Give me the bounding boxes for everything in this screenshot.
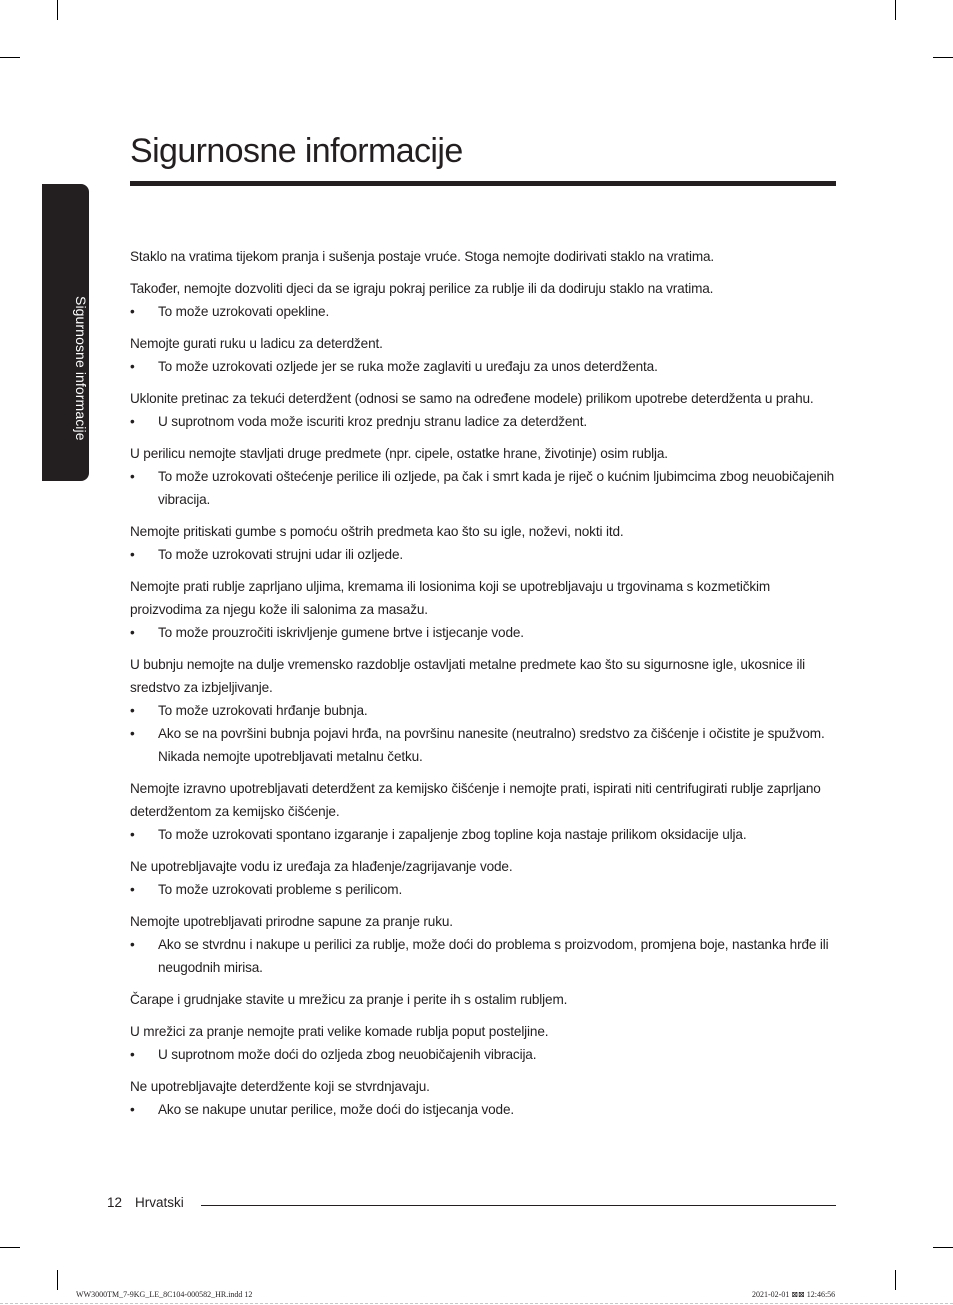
- page-title: Sigurnosne informacije: [130, 132, 463, 170]
- consequence-list: [130, 300, 836, 323]
- consequence-list: [130, 878, 836, 901]
- consequence-text: U suprotnom voda može iscuriti kroz prednju stranu ladice za deterdžent.: [158, 414, 587, 429]
- consequence-item: [130, 621, 836, 644]
- bullet-icon: •: [130, 1047, 135, 1062]
- safety-block: [130, 442, 836, 511]
- consequence-list: [130, 355, 836, 378]
- page-number: 12: [107, 1195, 123, 1210]
- safety-instruction: Staklo na vratima tijekom pranja i sušenja postaje vruće. Stoga nemojte dodirivati staklo na vratima.: [130, 249, 715, 264]
- consequence-text: To može uzrokovati hrđanje bubnja.: [158, 703, 368, 718]
- safety-instruction: Također, nemojte dozvoliti djeci da se igraju pokraj perilice za rublje ili da dodiruju staklo na vratima.: [130, 281, 714, 296]
- consequence-list: [130, 1098, 836, 1121]
- consequence-text: Ako se na površini bubnja pojavi hrđa, na površinu nanesite (neutralno) sredstvo za čišćenje i očistite je spužvom. Nikada nemojte upotrebljavati metalnu četku.: [158, 726, 825, 764]
- safety-block: [130, 277, 836, 323]
- safety-block: [130, 653, 836, 768]
- crop-mark: [0, 57, 20, 58]
- bullet-icon: •: [130, 625, 135, 640]
- safety-instruction: Čarape i grudnjake stavite u mrežicu za pranje i perite ih s ostalim rubljem.: [130, 992, 568, 1007]
- side-chapter-tab: [42, 184, 89, 481]
- safety-instruction: Nemojte gurati ruku u ladicu za deterdžent.: [130, 336, 383, 351]
- crop-mark: [0, 1247, 20, 1248]
- consequence-text: To može uzrokovati spontano izgaranje i zapaljenje zbog topline koja nastaje prilikom oksidacije ulja.: [158, 827, 747, 842]
- consequence-item: [130, 543, 836, 566]
- consequence-text: Ako se nakupe unutar perilice, može doći do istjecanja vode.: [158, 1102, 514, 1117]
- crop-mark: [57, 1270, 58, 1290]
- safety-block: [130, 988, 836, 1011]
- consequence-item: [130, 1043, 836, 1066]
- consequence-text: To može prouzročiti iskrivljenje gumene brtve i istjecanje vode.: [158, 625, 524, 640]
- crop-mark: [933, 57, 953, 58]
- bullet-icon: •: [130, 726, 135, 741]
- consequence-list: [130, 410, 836, 433]
- bullet-icon: •: [130, 359, 135, 374]
- consequence-list: [130, 543, 836, 566]
- safety-instruction: Uklonite pretinac za tekući deterdžent (odnosi se samo na određene modele) prilikom upotrebe deterdženta u prahu.: [130, 391, 814, 406]
- bullet-icon: •: [130, 1102, 135, 1117]
- consequence-item: [130, 355, 836, 378]
- safety-instruction: Nemojte upotrebljavati prirodne sapune za pranje ruku.: [130, 914, 453, 929]
- consequence-list: [130, 465, 836, 511]
- consequence-item: [130, 1098, 836, 1121]
- bullet-icon: •: [130, 937, 135, 952]
- safety-content: [130, 245, 836, 1130]
- safety-instruction: Nemojte izravno upotrebljavati deterdžent za kemijsko čišćenje i nemojte prati, ispirati niti centrifugirati rublje zaprljano deterdžentom za kemijsko čišćenje.: [130, 781, 821, 819]
- footer-language: Hrvatski: [135, 1195, 184, 1210]
- consequence-item: [130, 878, 836, 901]
- consequence-item: [130, 823, 836, 846]
- safety-instruction: Nemojte prati rublje zaprljano uljima, kremama ili losionima koji se upotrebljavaju u trgovinama s kozmetičkim proizvodima za njegu kože ili salonima za masažu.: [130, 579, 771, 617]
- safety-instruction: U perilicu nemojte stavljati druge predmete (npr. cipele, ostatke hrane, životinje) osim rublja.: [130, 446, 668, 461]
- consequence-text: Ako se stvrdnu i nakupe u perilici za rublje, može doći do problema s proizvodom, promjena boje, nastanka hrđe ili neugodnih mirisa.: [158, 937, 829, 975]
- crop-mark: [933, 1247, 953, 1248]
- safety-instruction: Nemojte pritiskati gumbe s pomoću oštrih predmeta kao što su igle, noževi, nokti itd.: [130, 524, 624, 539]
- side-chapter-label: Sigurnosne informacije: [73, 296, 89, 441]
- consequence-item: [130, 300, 836, 323]
- safety-instruction: U bubnju nemojte na dulje vremensko razdoblje ostavljati metalne predmete kao što su sigurnosne igle, ukosnice ili sredstvo za izbjeljivanje.: [130, 657, 806, 695]
- bullet-icon: •: [130, 547, 135, 562]
- safety-block: [130, 575, 836, 644]
- consequence-item: [130, 722, 836, 768]
- safety-block: [130, 245, 836, 268]
- bullet-icon: •: [130, 827, 135, 842]
- safety-block: [130, 1075, 836, 1121]
- consequence-text: To može uzrokovati strujni udar ili ozljede.: [158, 547, 403, 562]
- footer-divider: [201, 1205, 836, 1206]
- safety-instruction: Ne upotrebljavajte deterdžente koji se stvrdnjavaju.: [130, 1079, 430, 1094]
- title-divider: [130, 181, 836, 186]
- print-slug-datetime: 2021-02-01 ⊠⊠ 12:46:56: [752, 1290, 836, 1299]
- consequence-item: [130, 699, 836, 722]
- crop-mark: [895, 1270, 896, 1290]
- crop-mark: [895, 0, 896, 20]
- safety-block: [130, 332, 836, 378]
- consequence-text: To može uzrokovati ozljede jer se ruka može zaglaviti u uređaju za unos deterdženta.: [158, 359, 658, 374]
- bullet-icon: •: [130, 414, 135, 429]
- consequence-list: [130, 621, 836, 644]
- bullet-icon: •: [130, 882, 135, 897]
- bullet-icon: •: [130, 469, 135, 484]
- consequence-text: U suprotnom može doći do ozljeda zbog neuobičajenih vibracija.: [158, 1047, 537, 1062]
- consequence-text: To može uzrokovati probleme s perilicom.: [158, 882, 403, 897]
- safety-block: [130, 777, 836, 846]
- consequence-list: [130, 933, 836, 979]
- safety-block: [130, 910, 836, 979]
- consequence-list: [130, 823, 836, 846]
- safety-block: [130, 1020, 836, 1066]
- safety-block: [130, 855, 836, 901]
- print-slug-file: WW3000TM_7-9KG_LE_8C104-000582_HR.indd 12: [76, 1290, 253, 1299]
- safety-instruction: U mrežici za pranje nemojte prati velike komade rublja poput posteljine.: [130, 1024, 549, 1039]
- consequence-text: To može uzrokovati oštećenje perilice ili ozljede, pa čak i smrt kada je riječ o kućnim ljubimcima zbog neuobičajenih vibracija.: [158, 469, 835, 507]
- consequence-item: [130, 410, 836, 433]
- safety-instruction: Ne upotrebljavajte vodu iz uređaja za hlađenje/zagrijavanje vode.: [130, 859, 513, 874]
- consequence-text: To može uzrokovati opekline.: [158, 304, 330, 319]
- bullet-icon: •: [130, 304, 135, 319]
- safety-block: [130, 387, 836, 433]
- consequence-list: [130, 1043, 836, 1066]
- safety-block: [130, 520, 836, 566]
- consequence-item: [130, 465, 836, 511]
- print-slug-line: [0, 1303, 953, 1304]
- consequence-item: [130, 933, 836, 979]
- consequence-list: [130, 699, 836, 768]
- bullet-icon: •: [130, 703, 135, 718]
- crop-mark: [57, 0, 58, 20]
